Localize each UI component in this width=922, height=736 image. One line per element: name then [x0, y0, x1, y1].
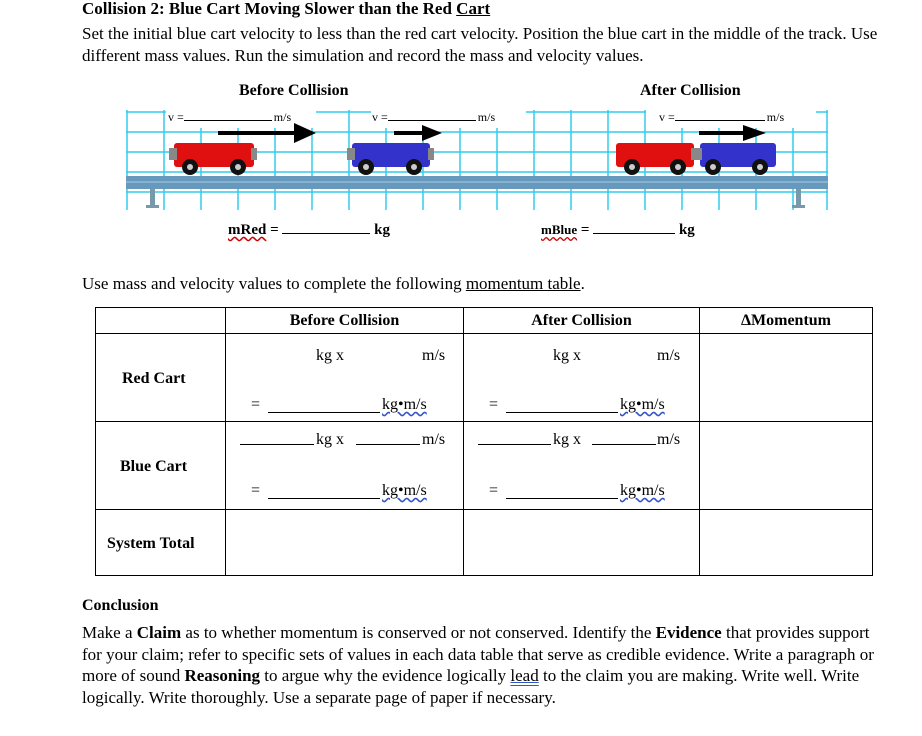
instructions: Set the initial blue cart velocity to less than the red cart velocity. Position the blue cart in the middle of the track. Use different mass values. Run the simulation and record the mass and velocity values. [82, 24, 878, 65]
header-before [226, 308, 464, 334]
equals-sign: = [489, 396, 499, 413]
v-label: v = [168, 110, 184, 124]
equals-sign: = [580, 222, 590, 238]
ms-label: m/s [657, 431, 681, 448]
blue-cart-after [696, 143, 776, 175]
collision-diagram [126, 110, 828, 212]
table-row-red [96, 334, 873, 422]
kgms-label: kg•m/s [620, 396, 665, 413]
mred-field[interactable] [228, 219, 390, 239]
header-empty [96, 308, 226, 334]
total-after-cell[interactable] [464, 510, 700, 576]
blue-cart-before [347, 143, 434, 175]
header-delta-text: ΔMomentum [740, 312, 831, 329]
mblue-label: mBlue [541, 222, 578, 237]
conclusion-evidence: Evidence [655, 623, 722, 642]
kgms-label: kg•m/s [382, 482, 427, 499]
after-velocity-field[interactable] [659, 109, 784, 125]
table-intro [82, 273, 585, 295]
conclusion-heading: Conclusion [82, 597, 159, 614]
blue-velocity-field[interactable] [372, 109, 495, 125]
v-label: v = [372, 110, 388, 124]
row-label-total-text: System Total [107, 535, 195, 552]
diagram-after-label: After Collision [640, 82, 741, 99]
conclusion-text-1: Make a [82, 623, 137, 642]
table-row-total [96, 510, 873, 576]
red-velocity-field[interactable] [168, 109, 291, 125]
blue-after-cell[interactable] [464, 422, 700, 510]
conclusion-text-3: that provides support for your claim; refer to specific sets of values in each data table that serve as credible evidence. Write a paragraph or more of sound [82, 623, 874, 685]
table-header-row [96, 308, 873, 334]
equals-sign: = [270, 222, 279, 238]
momentum-table [95, 307, 873, 576]
row-label-blue [96, 422, 226, 510]
kgms-label: kg•m/s [382, 396, 427, 413]
track-leg-left [150, 189, 155, 207]
total-delta-cell[interactable] [700, 510, 873, 576]
red-after-cell[interactable] [464, 334, 700, 422]
equals-sign: = [489, 482, 499, 499]
page-title [82, 0, 490, 19]
blue-delta-cell[interactable] [700, 422, 873, 510]
conclusion-text-2: as to whether momentum is conserved or not conserved. Identify the [181, 623, 656, 642]
track-leg-right [796, 189, 801, 207]
conclusion-reasoning: Reasoning [184, 666, 261, 685]
unit-ms: m/s [766, 110, 785, 124]
v-label: v = [659, 110, 675, 124]
kg-x-label: kg x [316, 431, 344, 448]
table-intro-period: . [580, 274, 585, 293]
title-cart-word: Cart [456, 0, 491, 18]
diagram-before-label: Before Collision [239, 82, 349, 99]
row-label-red-text: Red Cart [122, 370, 186, 387]
ms-label: m/s [422, 347, 446, 364]
mred-label: mRed [228, 222, 267, 238]
header-before-text: Before Collision [289, 312, 400, 329]
ms-label: m/s [657, 347, 681, 364]
unit-ms: m/s [477, 110, 496, 124]
title-text: Collision 2: Blue Cart Moving Slower than the Red [82, 0, 457, 18]
unit-ms: m/s [273, 110, 292, 124]
kg-x-label: kg x [553, 431, 581, 448]
table-intro-text: Use mass and velocity values to complete the following [82, 274, 466, 293]
header-after [464, 308, 700, 334]
conclusion-text-4: to argue why the evidence logically [260, 666, 511, 685]
unit-kg: kg [678, 222, 695, 238]
conclusion-claim: Claim [136, 623, 182, 642]
kg-x-label: kg x [316, 347, 344, 364]
row-label-red [96, 334, 226, 422]
kg-x-label: kg x [553, 347, 581, 364]
red-delta-cell[interactable] [700, 334, 873, 422]
conclusion-paragraph [82, 622, 882, 708]
equals-sign: = [251, 482, 261, 499]
red-cart-after [616, 143, 699, 175]
table-row-blue [96, 422, 873, 510]
table-intro-underlined: momentum table [465, 274, 581, 293]
equals-sign: = [251, 396, 261, 413]
mblue-field[interactable] [541, 219, 695, 239]
header-delta [700, 308, 873, 334]
header-after-text: After Collision [531, 312, 632, 329]
unit-kg: kg [374, 222, 390, 238]
conclusion-text-5: to the claim you are making. Write well. Write logically. Write thoroughly. Use a separate page of paper if necessary. [82, 666, 860, 707]
red-cart-before [169, 143, 257, 175]
row-label-total [96, 510, 226, 576]
kgms-label: kg•m/s [620, 482, 665, 499]
ms-label: m/s [422, 431, 446, 448]
red-before-cell[interactable] [226, 334, 464, 422]
blue-before-cell[interactable] [226, 422, 464, 510]
total-before-cell[interactable] [226, 510, 464, 576]
conclusion-lead: lead [510, 666, 539, 685]
row-label-blue-text: Blue Cart [120, 458, 188, 475]
